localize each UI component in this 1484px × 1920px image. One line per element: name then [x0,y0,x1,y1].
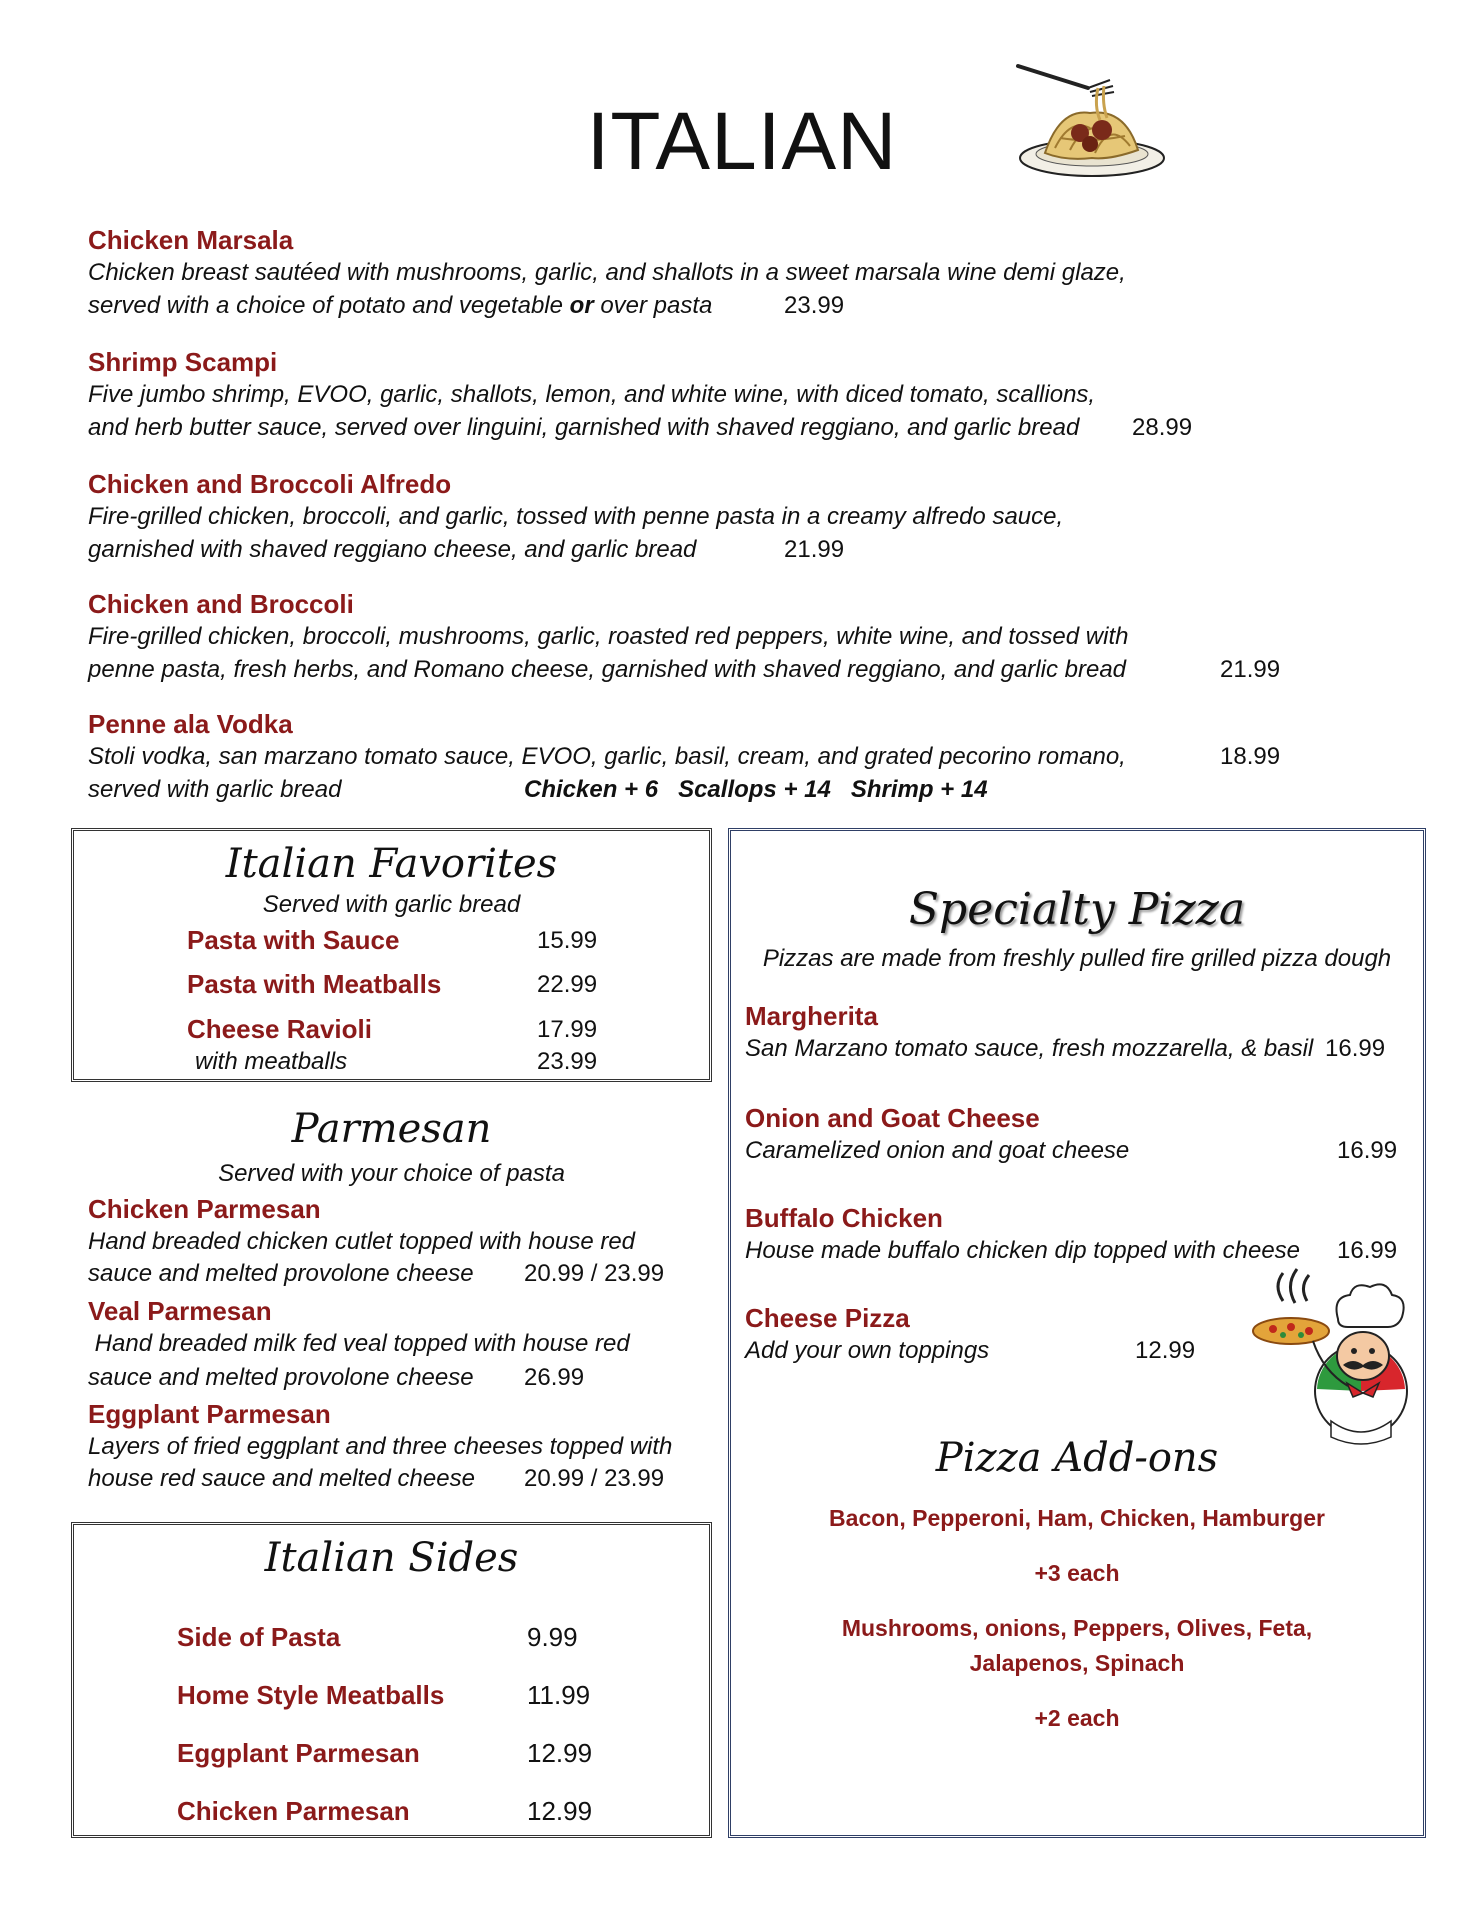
entree-description: Stoli vodka, san marzano tomato sauce, EVOO, garlic, basil, cream, and grated pecorino romano, [88,743,1126,770]
entree-description: Five jumbo shrimp, EVOO, garlic, shallots, lemon, and white wine, with diced tomato, scallions, [88,381,1096,408]
parmesan-price: 20.99 / 23.99 [524,1465,665,1492]
entree-description: and herb butter sauce, served over linguini, garnished with shaved reggiano, and garlic bread [88,414,1080,441]
pizza-box [728,828,1426,1838]
favorite-extra: with meatballs [195,1048,348,1075]
pizza-name: Margherita [745,1001,878,1031]
favorite-price: 22.99 [537,971,598,998]
entree-name: Chicken and Broccoli Alfredo [88,469,452,499]
pizza-price: 16.99 [1325,1035,1386,1062]
entree-addons: Chicken + 6 Scallops + 14 Shrimp + 14 [524,776,988,803]
side-price: 9.99 [527,1622,578,1652]
parmesan-name: Veal Parmesan [88,1296,272,1326]
side-price: 12.99 [527,1738,593,1768]
favorite-name: Cheese Ravioli [187,1014,372,1044]
entree-description: penne pasta, fresh herbs, and Romano cheese, garnished with shaved reggiano, and garlic bread [88,656,1127,683]
favorite-price: 15.99 [537,927,598,954]
parmesan-price: 20.99 / 23.99 [524,1260,665,1287]
parmesan-description: sauce and melted provolone cheese [88,1364,474,1391]
favorites-subtitle: Served with garlic bread [262,891,521,918]
favorite-name: Pasta with Meatballs [187,969,442,999]
parmesan-section [71,1100,712,1500]
favorites-box [71,828,712,1082]
addon-line: Jalapenos, Spinach [969,1650,1185,1676]
desc-text: served with a choice of potato and vegetable [88,292,570,319]
favorites-title: Italian Favorites [225,841,558,887]
parmesan-price: 26.99 [524,1364,585,1391]
side-name: Home Style Meatballs [177,1680,445,1710]
pizza-name: Onion and Goat Cheese [745,1103,1040,1133]
pizza-name: Cheese Pizza [745,1303,910,1333]
desc-emphasis: or [569,292,594,319]
addon-line: Mushrooms, onions, Peppers, Olives, Feta, [841,1615,1313,1641]
pizza-name: Buffalo Chicken [745,1203,943,1233]
entree-description: Fire-grilled chicken, broccoli, mushrooms, garlic, roasted red peppers, white wine, and tossed with [88,623,1129,650]
parmesan-description: Hand breaded chicken cutlet topped with house red [88,1228,636,1255]
parmesan-subtitle: Served with your choice of pasta [218,1160,565,1187]
pizza-description: Add your own toppings [745,1337,990,1364]
sides-box [71,1522,712,1838]
pizza-chef-icon [1243,1261,1408,1446]
page-title: ITALIAN [586,96,898,187]
parmesan-description: Layers of fried eggplant and three cheeses topped with [88,1433,673,1460]
pizza-description: San Marzano tomato sauce, fresh mozzarella, & basil [745,1035,1314,1062]
pizza-price: 16.99 [1337,1237,1398,1264]
entree-item [88,225,293,256]
addon-price: +3 each [1034,1560,1120,1586]
entree-price: 21.99 [1220,656,1281,683]
parmesan-description: Hand breaded milk fed veal topped with house red [88,1330,630,1357]
entree-description: garnished with shaved reggiano cheese, and garlic bread [88,536,697,563]
side-name: Eggplant Parmesan [177,1738,420,1768]
entree-description: Fire-grilled chicken, broccoli, and garlic, tossed with penne pasta in a creamy alfredo sauce, [88,503,1064,530]
entree-name: Chicken Marsala [88,225,294,255]
entree-name: Chicken and Broccoli [88,589,354,619]
favorite-price: 23.99 [537,1048,598,1075]
addons-title: Pizza Add-ons [935,1435,1219,1481]
addon-line: Bacon, Pepperoni, Ham, Chicken, Hamburger [829,1505,1325,1531]
entree-price: 18.99 [1220,743,1281,770]
entree-name: Penne ala Vodka [88,709,293,739]
pasta-plate-icon [1010,58,1170,183]
parmesan-name: Eggplant Parmesan [88,1399,331,1429]
addon-price: +2 each [1034,1705,1120,1731]
side-name: Chicken Parmesan [177,1796,410,1826]
pizza-description: House made buffalo chicken dip topped with cheese [745,1237,1301,1264]
favorite-name: Pasta with Sauce [187,925,400,955]
pizza-title: Specialty Pizza [908,884,1246,935]
parmesan-description: sauce and melted provolone cheese [88,1260,474,1287]
entree-description [88,292,712,320]
parmesan-name: Chicken Parmesan [88,1194,321,1224]
parmesan-description: house red sauce and melted cheese [88,1465,475,1492]
pizza-subtitle: Pizzas are made from freshly pulled fire grilled pizza dough [762,945,1392,972]
side-name: Side of Pasta [177,1622,341,1652]
entree-price: 28.99 [1132,414,1193,441]
entree-description: Chicken breast sautéed with mushrooms, garlic, and shallots in a sweet marsala wine demi glaze, [88,259,1126,286]
pizza-price: 16.99 [1337,1137,1398,1164]
favorite-price: 17.99 [537,1016,598,1043]
pizza-price: 12.99 [1135,1337,1196,1364]
sides-title: Italian Sides [264,1535,519,1581]
desc-text: over pasta [593,292,713,319]
entree-name: Shrimp Scampi [88,347,278,377]
pizza-description: Caramelized onion and goat cheese [745,1137,1130,1164]
side-price: 12.99 [527,1796,593,1826]
entree-price: 21.99 [784,536,845,563]
entree-price: 23.99 [784,292,845,319]
side-price: 11.99 [527,1680,591,1710]
entree-description: served with garlic bread [88,776,342,803]
parmesan-title: Parmesan [291,1106,492,1152]
